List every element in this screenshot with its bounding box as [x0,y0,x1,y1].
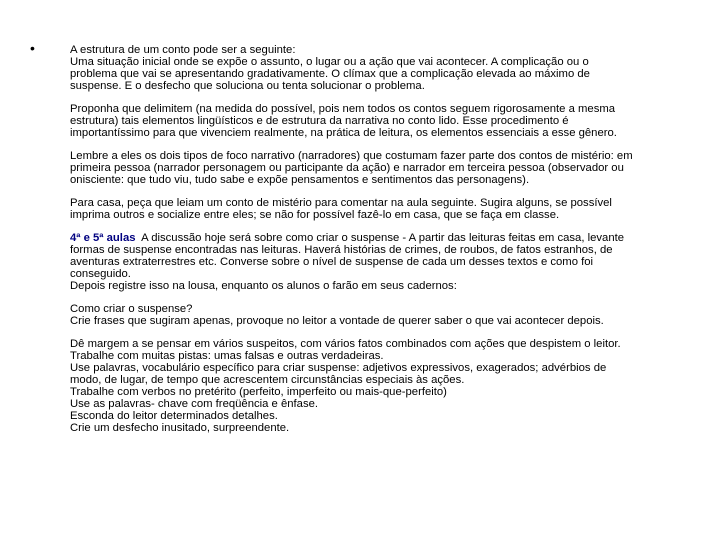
paragraph-structure [70,44,710,92]
text-line: conseguido. [70,268,131,280]
text-line: Proponha que delimitem (na medida do possível, pois nem todos os contos seguem rigorosamente a mesma [70,103,616,115]
bullet-point: • [30,40,35,56]
text-line: Depois registre isso na lousa, enquanto os alunos o farão em seus cadernos: [70,280,457,292]
text-line: Use palavras, vocabulário específico para criar suspense: adjetivos expressivos, exagerados; advérbios de [70,362,607,374]
paragraph-aulas [70,232,710,292]
text-line: Trabalhe com verbos no pretérito (perfeito, imperfeito ou mais-que-perfeito) [70,386,447,398]
text-line: Uma situação inicial onde se expõe o assunto, o lugar ou a ação que vai acontecer. A complicação ou o [70,56,589,68]
text-line: Crie um desfecho inusitado, surpreendente. [70,422,290,434]
text-line: Como criar o suspense? [70,303,193,315]
text-line [70,232,710,244]
paragraph-narrator [70,150,710,186]
text-line: modo, de lugar, de tempo que acrescentem circunstâncias especiais às ações. [70,374,465,386]
paragraph-delimit [70,103,710,139]
text-line: formas de suspense encontradas nas leituras. Haverá histórias de crimes, de roubos, de fatos estranhos, de [70,244,613,256]
text-line: imprima outros e socialize entre eles; se não for possível fazê-lo em casa, que se faça em classe. [70,209,560,221]
text-line: primeira pessoa (narrador personagem ou participante da ação) e narrador em terceira pessoa (observador ou [70,162,624,174]
text-line: Esconda do leitor determinados detalhes. [70,410,278,422]
text-line: problema que vai se apresentando gradativamente. O clímax que a complicação elevada ao máximo de [70,68,590,80]
text-line: suspense. E o desfecho que soluciona ou tenta solucionar o problema. [70,80,425,92]
paragraph-suspense [70,303,710,327]
text-line: Crie frases que sugiram apenas, provoque no leitor a vontade de querer saber o que vai acontecer depois. [70,315,604,327]
aulas-heading: 4ª e 5ª aulas [70,232,136,244]
text-line: estrutura) tais elementos lingüísticos e de estrutura da narrativa no conto lido. Esse procedimento é [70,115,569,127]
text-line: Para casa, peça que leiam um conto de mistério para comentar na aula seguinte. Sugira alguns, se possível [70,197,612,209]
text-line: Use as palavras- chave com freqüência e ênfase. [70,398,319,410]
text-line: Trabalhe com muitas pistas: umas falsas e outras verdadeiras. [70,350,384,362]
text-line: importantíssimo para que vivenciem realmente, na prática de leitura, os elementos essenciais a esse gênero. [70,127,617,139]
text-line: onisciente: que tudo viu, tudo sabe e expõe pensamentos e sentimentos das personagens). [70,174,530,186]
text-line: Lembre a eles os dois tipos de foco narrativo (narradores) que costumam fazer parte dos contos de mistério: em [70,150,633,162]
aulas-first-line: A discussão hoje será sobre como criar o suspense - A partir das leituras feitas em casa, levante [141,232,625,244]
text-line: Dê margem a se pensar em vários suspeitos, com vários fatos combinados com ações que despistem o leitor. [70,338,621,350]
text-line: A estrutura de um conto pode ser a seguinte: [70,44,296,56]
paragraph-homework [70,197,710,221]
paragraph-tips [70,338,710,434]
text-line: aventuras extraterrestres etc. Converse sobre o nível de suspense de cada um desses textos e como foi [70,256,594,268]
slide-text [70,44,710,434]
